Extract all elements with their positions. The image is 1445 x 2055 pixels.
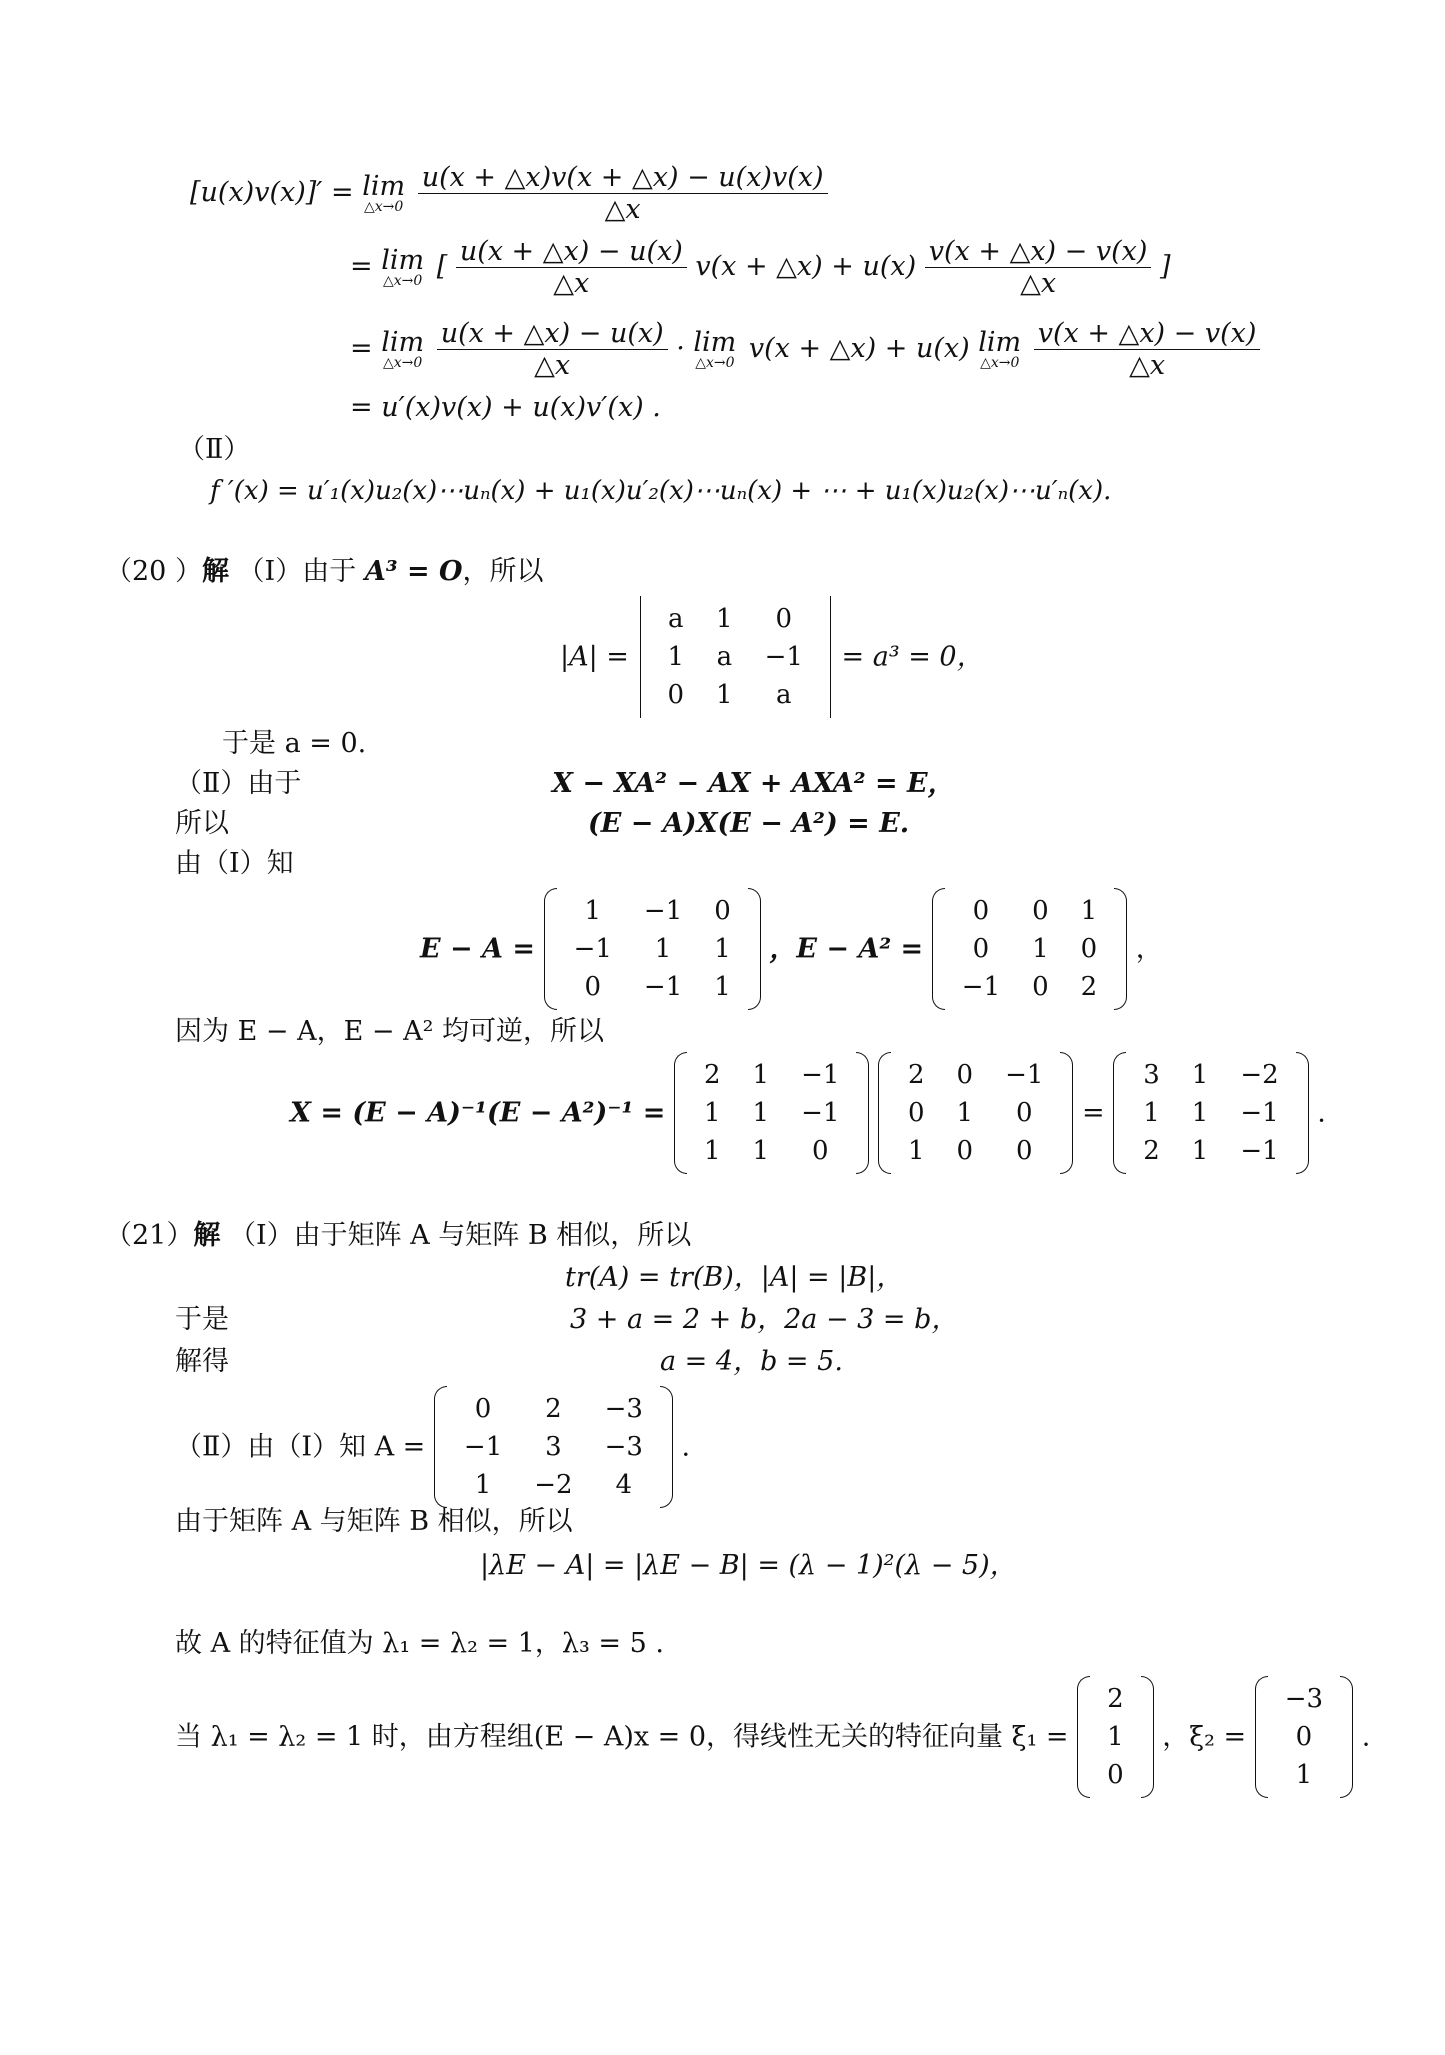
matrix-row — [946, 892, 1113, 930]
limit-operator: lim △x→0 — [978, 327, 1022, 371]
matrix-entry: −1 — [643, 896, 683, 926]
limit-operator: lim △x→0 — [693, 327, 737, 371]
matrix-entry: 1 — [956, 1098, 974, 1128]
matrix-entry: −3 — [1284, 1684, 1324, 1714]
matrix-row — [946, 968, 1113, 1006]
deriv-line-4: = u′(x)v(x) + u(x)v′(x) . — [350, 392, 661, 423]
matrix-row — [652, 676, 819, 714]
matrix-entry: 1 — [908, 1136, 925, 1166]
matrix-entry: 0 — [972, 896, 990, 926]
matrix-entry: −2 — [534, 1470, 573, 1500]
matrix-row — [1127, 1132, 1294, 1170]
matrix-entry: −1 — [1005, 1060, 1044, 1090]
matrix-row — [448, 1428, 659, 1466]
matrix-entry: 0 — [1080, 934, 1098, 964]
matrix-entry: 1 — [1191, 1098, 1209, 1128]
matrix-entry: 1 — [752, 1136, 770, 1166]
product-derivative-lhs: [u(x)v(x)]′ = — [190, 177, 354, 208]
matrix-entry: 4 — [615, 1470, 632, 1500]
deriv-line-2: = lim △x→0 [ $\frac{u(x + \triangle x) - u(x)}{\triangle x}$ v(x + △x) + u(x) $\frac{v(x + \triangle x) - v(x)}{\triangle x}$ ] — [350, 236, 1171, 299]
matrix-e-minus-a2 — [932, 888, 1127, 1010]
matrix-entry: −1 — [801, 1060, 840, 1090]
matrix-entry: −1 — [961, 972, 1001, 1002]
v-quotient: $\frac{v(x + \triangle x) - v(x)}{\triangle x}$ — [1034, 318, 1261, 381]
matrix-entry: −1 — [1240, 1136, 1279, 1166]
matrix-entry: 0 — [474, 1394, 492, 1424]
p21-trace-det-eq: tr(A) = tr(B)，|A| = |B|， — [565, 1262, 904, 1293]
u-quotient: $\frac{u(x + \triangle x) - u(x)}{\triangle x}$ — [437, 318, 668, 381]
p21-system-eq: 3 + a = 2 + b，2a − 3 = b， — [570, 1304, 959, 1335]
deriv-line-3: = lim △x→0 $\frac{u(x + \triangle x) - u(x)}{\triangle x}$ · lim △x→0 v(x + △x) + u(x) lim △x→0 $\frac{v(x + \triangle x) - v(x)}{\triangle x}$ — [350, 318, 1260, 381]
matrix-entry: 1 — [1080, 896, 1098, 926]
matrix-row — [1127, 1094, 1294, 1132]
matrix-e-minus-a — [544, 888, 761, 1010]
p20-from-label: 由（Ⅰ）知 — [175, 848, 294, 879]
v-quotient: $\frac{v(x + \triangle x) - v(x)}{\triangle x}$ — [925, 236, 1152, 299]
matrix-entry: 1 — [654, 934, 672, 964]
matrix-entry: 1 — [714, 934, 731, 964]
matrix-entry: 1 — [584, 896, 602, 926]
matrix-entry: 0 — [1015, 1136, 1033, 1166]
matrix-entry: −3 — [604, 1394, 643, 1424]
matrix-entry: 0 — [1295, 1722, 1313, 1752]
matrix-row — [892, 1132, 1059, 1170]
matrix-entry: 2 — [545, 1394, 562, 1424]
matrix-entry: −1 — [643, 972, 683, 1002]
matrix-entry: 0 — [1032, 972, 1049, 1002]
matrix-entry: 1 — [667, 642, 685, 672]
p21-jiede-label: 解得 — [175, 1346, 229, 1377]
matrix-row — [1269, 1680, 1339, 1718]
matrix-row — [1269, 1718, 1339, 1756]
matrix-entry: −1 — [801, 1098, 840, 1128]
matrix-entry: 0 — [1032, 896, 1049, 926]
matrix-entry: 1 — [703, 1136, 721, 1166]
matrix-entry: 1 — [752, 1060, 770, 1090]
matrix-entry: 1 — [1191, 1060, 1209, 1090]
p20-e-minus-a-line: E − A = 1 −1 0 −1 1 1 0 −1 1 ，E − A² = 0 0 1 0 1 0 −1 0 2 ， — [420, 888, 1163, 1010]
matrix-entry: 0 — [1107, 1760, 1124, 1790]
matrix-entry: −1 — [463, 1432, 503, 1462]
p21-eigenvalues: 故 A 的特征值为 λ₁ = λ₂ = 1，λ₃ = 5 . — [175, 1628, 664, 1659]
p20-matrix-equation: X − XA² − AX + AXA² = E， — [552, 768, 955, 799]
matrix-row — [558, 968, 747, 1006]
matrix-entry: 1 — [752, 1098, 770, 1128]
matrix-entry: 1 — [703, 1098, 721, 1128]
matrix-row — [688, 1132, 855, 1170]
matrix-entry: 2 — [1080, 972, 1098, 1002]
matrix-entry: 0 — [584, 972, 602, 1002]
matrix-entry: 0 — [908, 1098, 925, 1128]
matrix-row — [688, 1094, 855, 1132]
p21-eigenvector-line: 当 λ₁ = λ₂ = 1 时，由方程组(E − A)x = 0，得线性无关的特征向量 ξ₁ = 2 1 0 ，ξ₂ = −3 0 1 . — [175, 1676, 1370, 1798]
matrix-entry: 3 — [1143, 1060, 1160, 1090]
matrix-entry: a — [776, 680, 792, 710]
difference-quotient: $\frac{u(x + \triangle x)v(x + \triangle x) - u(x)v(x)}{\triangle x}$ — [418, 162, 828, 225]
limit-operator: lim △x→0 — [381, 327, 425, 371]
matrix-entry: 2 — [703, 1060, 721, 1090]
matrix-row — [558, 930, 747, 968]
matrix-entry: −1 — [764, 642, 803, 672]
limit-operator: lim △x→0 — [381, 245, 425, 289]
matrix-entry: 1 — [1143, 1098, 1160, 1128]
matrix-row — [1269, 1756, 1339, 1794]
matrix-a — [434, 1386, 673, 1508]
matrix-row — [652, 638, 819, 676]
p21-similar-text: 由于矩阵 A 与矩阵 B 相似，所以 — [175, 1506, 573, 1537]
matrix-x-result — [1113, 1052, 1308, 1174]
matrix-entry: 3 — [545, 1432, 562, 1462]
eigenvector-xi1 — [1077, 1676, 1154, 1798]
matrix-inverse-1 — [674, 1052, 869, 1174]
matrix-entry: 1 — [1032, 934, 1049, 964]
matrix-row — [448, 1390, 659, 1428]
p21-yushi-label: 于是 — [175, 1304, 229, 1335]
matrix-entry: 0 — [714, 896, 731, 926]
matrix-entry: 1 — [716, 604, 733, 634]
matrix-row — [652, 600, 819, 638]
p21-heading: （21）解 （Ⅰ）由于矩阵 A 与矩阵 B 相似，所以 — [105, 1220, 692, 1251]
matrix-entry: 2 — [1107, 1684, 1124, 1714]
matrix-row — [448, 1466, 659, 1504]
p20-so-label: 所以 — [175, 808, 229, 839]
matrix-entry: 0 — [956, 1136, 974, 1166]
matrix-entry: 0 — [972, 934, 990, 964]
matrix-entry: −1 — [1240, 1098, 1279, 1128]
p20-determinant-line: |A| = a 1 0 1 a −1 0 1 a = a³ = 0， — [560, 596, 984, 718]
matrix-row — [1127, 1056, 1294, 1094]
matrix-row — [1091, 1756, 1140, 1794]
p20-part2-label: （Ⅱ）由于 — [175, 768, 302, 799]
matrix-row — [688, 1056, 855, 1094]
p20-a-zero: 于是 a = 0. — [222, 728, 367, 759]
part2-label: （Ⅱ） — [178, 434, 251, 465]
matrix-entry: 0 — [1015, 1098, 1033, 1128]
matrix-entry: a — [668, 604, 684, 634]
deriv-line-1 — [190, 162, 828, 225]
matrix-entry: 0 — [956, 1060, 974, 1090]
matrix-row — [946, 930, 1113, 968]
matrix-entry: a — [716, 642, 733, 672]
matrix-entry: 1 — [1107, 1722, 1124, 1752]
matrix-entry: −3 — [604, 1432, 643, 1462]
general-product-rule: f ′(x) = u′₁(x)u₂(x)⋯uₙ(x) + u₁(x)u′₂(x)⋯uₙ(x) + ⋯ + u₁(x)u₂(x)⋯u′ₙ(x). — [210, 476, 1112, 506]
matrix-row — [892, 1056, 1059, 1094]
matrix-entry: −1 — [573, 934, 612, 964]
matrix-entry: 0 — [775, 604, 793, 634]
matrix-entry: 1 — [716, 680, 733, 710]
matrix-entry: 1 — [714, 972, 731, 1002]
eigenvector-xi2 — [1255, 1676, 1353, 1798]
p21-solution-ab: a = 4，b = 5. — [660, 1346, 843, 1377]
matrix-row — [1091, 1680, 1140, 1718]
matrix-row — [1091, 1718, 1140, 1756]
p21-matrix-a-line: （Ⅱ）由（Ⅰ）知 A = 0 2 −3 −1 3 −3 1 −2 4 . — [175, 1386, 690, 1508]
p20-heading: （20 ）解 （Ⅰ）由于 A³ = O，所以 — [105, 556, 544, 587]
matrix-a-determinant — [638, 596, 833, 718]
matrix-entry: 1 — [474, 1470, 492, 1500]
matrix-entry: 2 — [908, 1060, 925, 1090]
matrix-row — [892, 1094, 1059, 1132]
p20-invertible-text: 因为 E − A，E − A² 均可逆，所以 — [175, 1016, 604, 1047]
limit-operator: lim △x→0 — [362, 171, 406, 215]
matrix-entry: 1 — [1295, 1760, 1313, 1790]
matrix-entry: 2 — [1143, 1136, 1160, 1166]
p21-characteristic-eq: |λE − A| = |λE − B| = (λ − 1)²(λ − 5)， — [480, 1550, 1017, 1581]
matrix-row — [558, 892, 747, 930]
matrix-entry: 1 — [1191, 1136, 1209, 1166]
matrix-entry: 0 — [667, 680, 685, 710]
matrix-entry: −2 — [1240, 1060, 1279, 1090]
p20-x-solution-line: X = (E − A)⁻¹(E − A²)⁻¹ = 2 1 −1 1 1 −1 1 1 0 2 0 −1 0 1 0 1 0 0 = 3 1 −2 1 1 −1 2 1 −1 . — [290, 1052, 1326, 1174]
p20-factored-equation: (E − A)X(E − A²) = E. — [588, 808, 910, 839]
matrix-entry: 0 — [811, 1136, 829, 1166]
matrix-inverse-2 — [878, 1052, 1073, 1174]
u-quotient: $\frac{u(x + \triangle x) - u(x)}{\triangle x}$ — [456, 236, 687, 299]
